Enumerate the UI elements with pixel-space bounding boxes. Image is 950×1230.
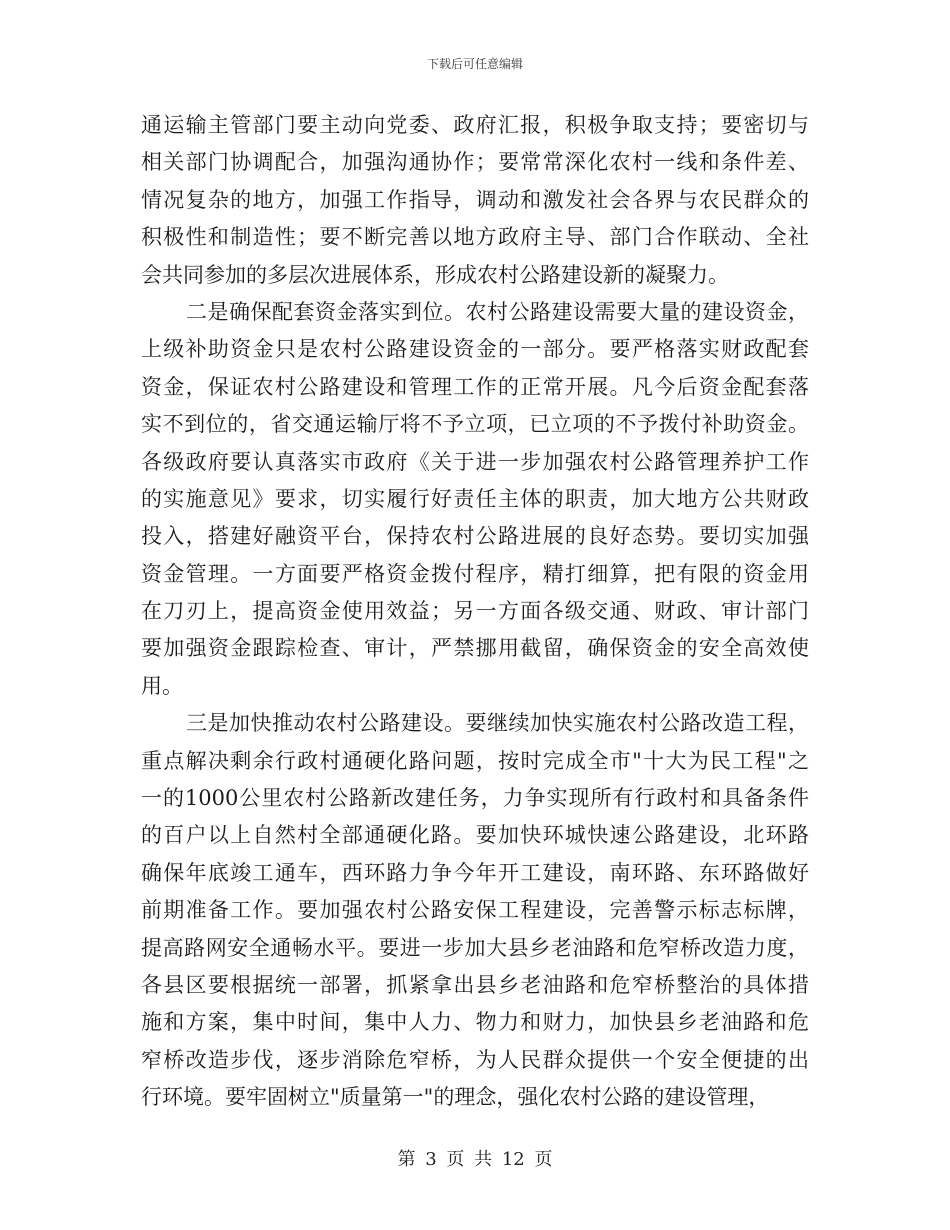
text-line: 行环境。要牢固树立"质量第一"的理念，强化农村公路的建设管理，: [141, 1085, 770, 1110]
document-body: [141, 107, 809, 1117]
text-line: 通运输主管部门要主动向党委、政府汇报，积极争取支持；要密切与: [141, 113, 809, 137]
text-line: 投入，搭建好融资平台，保持农村公路进展的良好态势。要切实加强: [141, 524, 809, 549]
text-line: 施和方案，集中时间，集中人力、物力和财力，加快县乡老油路和危: [141, 1010, 809, 1035]
text-line: 各级政府要认真落实市政府《关于进一步加强农村公路管理养护工作: [141, 449, 809, 474]
page-header-note: 下载后可任意编辑: [426, 57, 523, 71]
page-number-footer: 第 3 页 共 12 页: [397, 1149, 553, 1170]
text-line: 前期准备工作。要加强农村公路安保工程建设，完善警示标志标牌，: [141, 898, 809, 923]
text-line: 提高路网安全通畅水平。要进一步加大县乡老油路和危窄桥改造力度，: [141, 935, 809, 960]
text-line: 一的1000公里农村公路新改建任务，力争实现所有行政村和具备条件: [141, 786, 809, 811]
text-line: 三是加快推动农村公路建设。要继续加快实施农村公路改造工程，: [186, 711, 809, 736]
text-line: 上级补助资金只是农村公路建设资金的一部分。要严格落实财政配套: [141, 337, 809, 362]
text-line: 重点解决剩余行政村通硬化路问题，按时完成全市"十大为民工程"之: [141, 748, 809, 773]
text-line: 会共同参加的多层次进展体系，形成农村公路建设新的凝聚力。: [141, 262, 729, 287]
text-line: 各县区要根据统一部署，抓紧拿出县乡老油路和危窄桥整治的具体措: [141, 972, 809, 997]
text-line: 积极性和制造性；要不断完善以地方政府主导、部门合作联动、全社: [141, 225, 809, 250]
paragraph: [141, 705, 809, 1116]
text-line: 要加强资金跟踪检查、审计，严禁挪用截留，确保资金的安全高效使: [141, 636, 809, 661]
paragraph: [141, 107, 809, 294]
text-line: 相关部门协调配合，加强沟通协作；要常常深化农村一线和条件差、: [141, 150, 809, 175]
text-line: 用。: [141, 673, 183, 698]
text-line: 资金，保证农村公路建设和管理工作的正常开展。凡今后资金配套落: [141, 374, 809, 399]
text-line: 实不到位的，省交通运输厅将不予立项，已立项的不予拨付补助资金。: [141, 412, 809, 437]
text-line: 窄桥改造步伐，逐步消除危窄桥，为人民群众提供一个安全便捷的出: [141, 1047, 809, 1072]
paragraph: [141, 294, 809, 705]
text-line: 的百户以上自然村全部通硬化路。要加快环城快速公路建设，北环路: [141, 823, 809, 848]
text-line: 二是确保配套资金落实到位。农村公路建设需要大量的建设资金，: [186, 299, 809, 324]
text-line: 确保年底竣工通车，西环路力争今年开工建设，南环路、东环路做好: [141, 860, 809, 885]
text-line: 情况复杂的地方，加强工作指导，调动和激发社会各界与农民群众的: [141, 187, 809, 212]
text-line: 在刀刃上，提高资金使用效益；另一方面各级交通、财政、审计部门: [141, 599, 809, 624]
text-line: 资金管理。一方面要严格资金拨付程序，精打细算，把有限的资金用: [141, 561, 809, 586]
text-line: 的实施意见》要求，切实履行好责任主体的职责，加大地方公共财政: [141, 486, 809, 511]
